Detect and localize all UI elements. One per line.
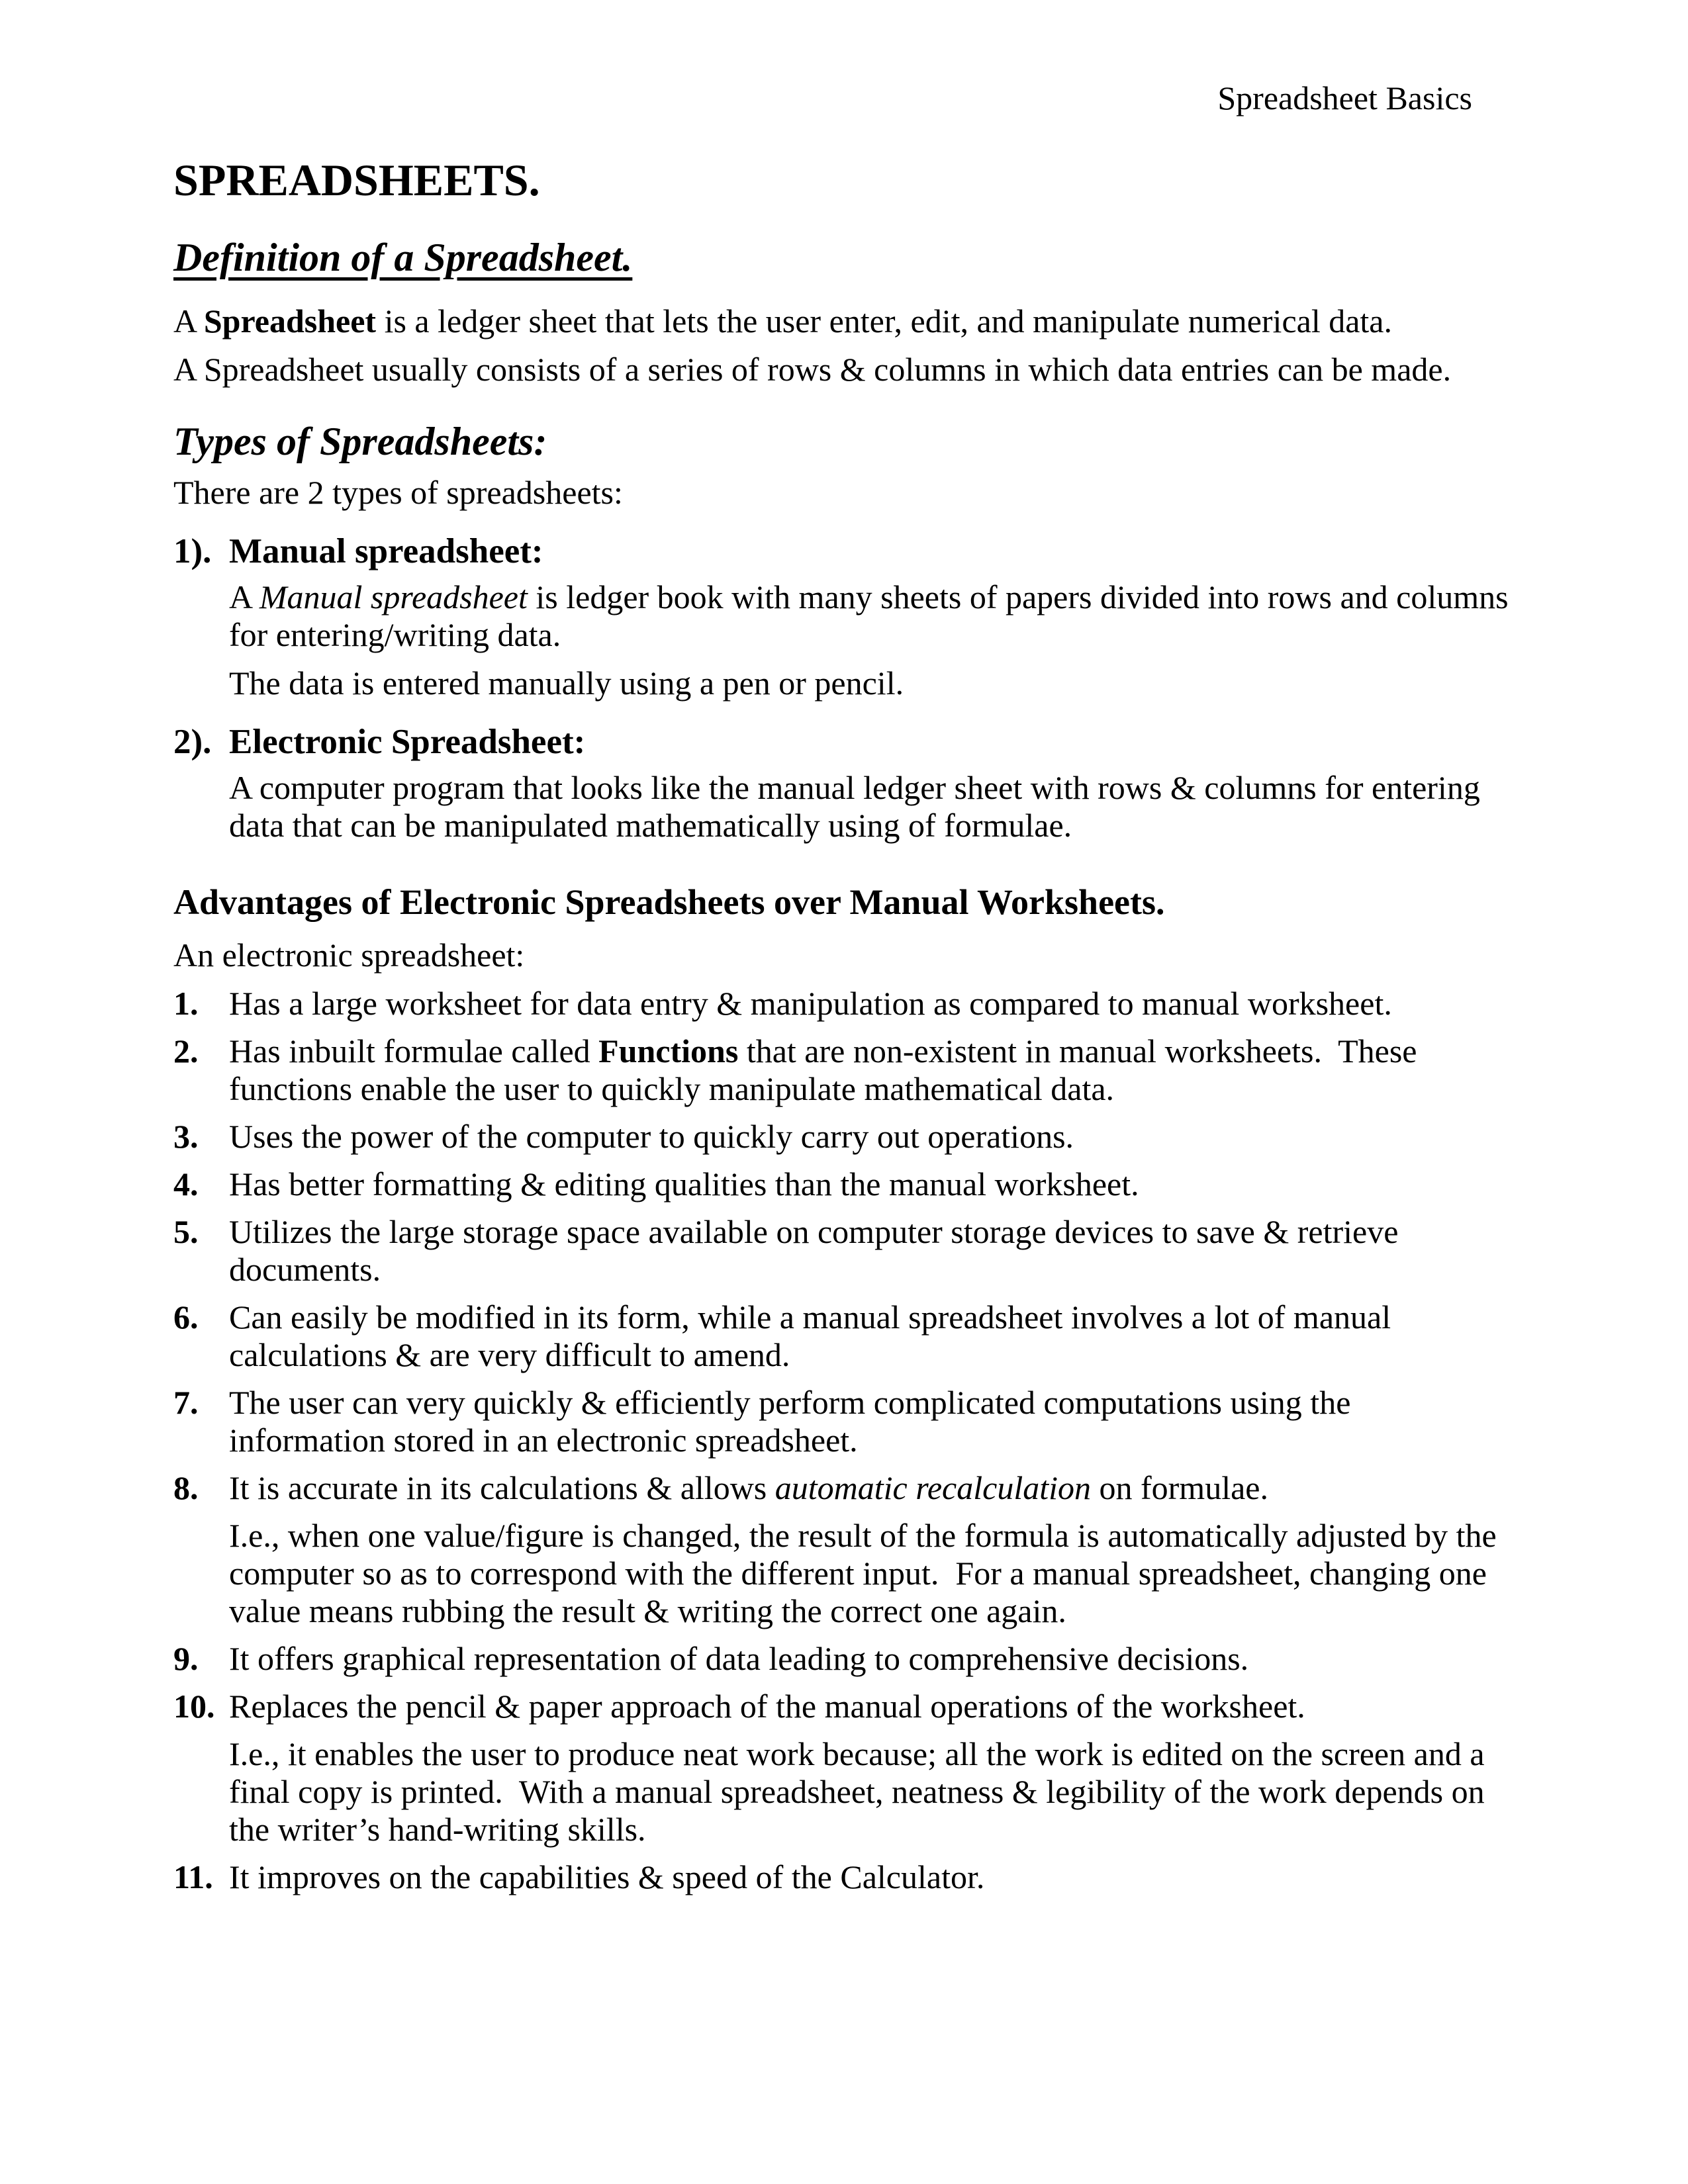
text-segment: Has better formatting & editing qualities than the manual worksheet. (229, 1165, 1139, 1203)
advantages-heading: Advantages of Electronic Spreadsheets over Manual Worksheets. (173, 882, 1165, 922)
advantage-item-body (229, 1165, 1509, 1203)
advantage-item (173, 1118, 1509, 1156)
paragraph (229, 1118, 1509, 1156)
text-segment: The data is entered manually using a pen or pencil. (229, 664, 904, 702)
text-segment: A (173, 302, 204, 340)
paragraph (173, 769, 1509, 844)
advantage-item-number: 8. (173, 1469, 199, 1506)
advantage-item (173, 985, 1509, 1023)
definition-paragraphs (173, 302, 1509, 388)
paragraph (229, 1384, 1509, 1459)
paragraph (229, 1735, 1509, 1848)
type-item (173, 531, 1517, 702)
definition-heading: Definition of a Spreadsheet. (173, 236, 633, 279)
advantage-item-body (229, 1469, 1509, 1630)
paragraph (229, 1858, 1509, 1896)
advantage-item-number: 9. (173, 1640, 199, 1677)
advantage-item-body (229, 1213, 1509, 1289)
text-segment: automatic recalculation (774, 1469, 1091, 1506)
text-segment: that are non-existent in manual worksheets. These functions enable the user to quickly manipulate mathematical data. (229, 1032, 1425, 1107)
text-segment: Functions (598, 1032, 739, 1069)
advantage-item-number: 3. (173, 1118, 199, 1155)
advantage-item-number: 1. (173, 985, 199, 1022)
text-segment: is ledger book with many sheets of papers divided into rows and columns for entering/writing data. (229, 578, 1517, 653)
text-segment: Has a large worksheet for data entry & manipulation as compared to manual worksheet. (229, 985, 1392, 1022)
text-segment: on formulae. (1091, 1469, 1268, 1506)
text-segment: Uses the power of the computer to quickly carry out operations. (229, 1118, 1074, 1155)
type-item-body (173, 578, 1517, 702)
types-heading: Types of Spreadsheets: (173, 420, 547, 463)
advantage-item-number: 10. (173, 1688, 215, 1725)
advantage-item-number: 11. (173, 1858, 213, 1895)
advantage-item-number: 2. (173, 1032, 199, 1069)
paragraph (229, 1213, 1509, 1289)
advantage-item (173, 1858, 1509, 1896)
text-segment: Manual spreadsheet (259, 578, 528, 615)
advantage-item-body (229, 1384, 1509, 1459)
paragraph (229, 985, 1509, 1023)
page-header (173, 79, 1509, 117)
paragraph (229, 1165, 1509, 1203)
text-segment: It offers graphical representation of data leading to comprehensive decisions. (229, 1640, 1249, 1677)
type-item-heading (173, 531, 1509, 572)
text-segment: Spreadsheet (203, 302, 377, 340)
paragraph (173, 302, 1509, 340)
type-item-label: Electronic Spreadsheet: (229, 723, 586, 761)
advantage-item (173, 1469, 1509, 1630)
advantage-item-body (229, 1032, 1509, 1108)
advantage-item (173, 1688, 1509, 1848)
paragraph (229, 1640, 1509, 1678)
advantage-item-body (229, 1118, 1509, 1156)
advantages-intro: An electronic spreadsheet: (173, 936, 525, 974)
paragraph (229, 1517, 1509, 1630)
text-segment: Can easily be modified in its form, while a manual spreadsheet involves a lot of manual calculations & are very difficult to amend. (229, 1298, 1399, 1373)
advantage-item-body (229, 985, 1509, 1023)
text-segment: A Spreadsheet usually consists of a series of rows & columns in which data entries can be made. (173, 351, 1452, 388)
paragraph (229, 1688, 1509, 1725)
advantage-item-number: 6. (173, 1298, 199, 1336)
type-item-number: 1). (173, 532, 212, 570)
type-items (173, 531, 1517, 844)
advantage-item (173, 1213, 1509, 1289)
paragraph (229, 1469, 1509, 1507)
type-item (173, 722, 1509, 844)
type-item-body (173, 769, 1509, 844)
advantage-item (173, 1384, 1509, 1459)
advantage-item (173, 1165, 1509, 1203)
advantage-item-number: 4. (173, 1165, 199, 1203)
text-segment: A computer program that looks like the manual ledger sheet with rows & columns for entering data that can be manipulated mathematically using of formulae. (229, 769, 1489, 844)
paragraph (229, 1032, 1509, 1108)
paragraph (173, 351, 1509, 388)
advantage-item-number: 7. (173, 1384, 199, 1421)
advantage-item-body (229, 1858, 1509, 1896)
text-segment: A (229, 578, 259, 615)
text-segment: I.e., it enables the user to produce neat work because; all the work is edited on the screen and a final copy is printed. With a manual spreadsheet, neatness & legibility of the work depends on the writer’s hand-writing skills. (229, 1735, 1493, 1848)
advantage-item-body (229, 1640, 1509, 1678)
types-intro: There are 2 types of spreadsheets: (173, 474, 623, 511)
text-segment: Has inbuilt formulae called (229, 1032, 599, 1069)
advantage-item-body (229, 1688, 1509, 1848)
advantage-item (173, 1640, 1509, 1678)
paragraph (229, 1298, 1509, 1374)
paragraph (173, 578, 1517, 654)
text-segment: Utilizes the large storage space available on computer storage devices to save & retrieve documents. (229, 1213, 1407, 1288)
text-segment: It improves on the capabilities & speed of the Calculator. (229, 1858, 985, 1895)
advantage-item (173, 1298, 1509, 1374)
paragraph (173, 664, 1509, 702)
type-item-number: 2). (173, 723, 212, 761)
text-segment: It is accurate in its calculations & allows (229, 1469, 775, 1506)
text-segment: I.e., when one value/figure is changed, the result of the formula is automatically adjusted by the computer so as to correspond with the different input. For a manual spreadsheet, changing one value means rubbing the result & writing the correct one again. (229, 1517, 1505, 1629)
advantage-item (173, 1032, 1509, 1108)
advantages-list (173, 985, 1509, 1896)
type-item-label: Manual spreadsheet: (229, 532, 543, 570)
text-segment: The user can very quickly & efficiently perform complicated computations using the information stored in an electronic spreadsheet. (229, 1384, 1359, 1459)
text-segment: Replaces the pencil & paper approach of the manual operations of the worksheet. (229, 1688, 1305, 1725)
advantage-item-body (229, 1298, 1509, 1374)
page-header-text: Spreadsheet Basics (1217, 79, 1472, 116)
text-segment: is a ledger sheet that lets the user enter, edit, and manipulate numerical data. (376, 302, 1392, 340)
page-title: SPREADSHEETS. (173, 155, 540, 205)
advantage-item-number: 5. (173, 1213, 199, 1250)
type-item-heading (173, 722, 1509, 762)
